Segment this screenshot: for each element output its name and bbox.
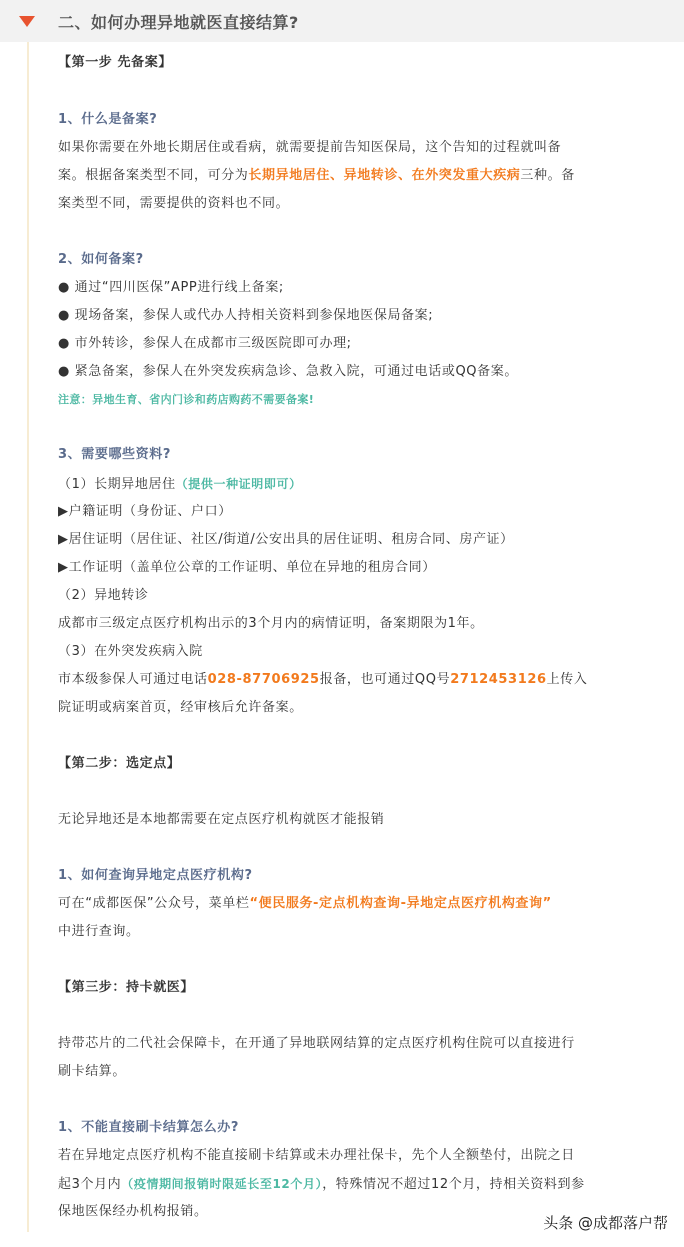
step1-heading: 【第一步 先备案】 — [58, 55, 172, 70]
paragraph-line: 起3个月内（疫情期间报销时限延长至12个月），特殊情况不超过12个月，持相关资料到参 — [58, 1177, 585, 1192]
section-header — [0, 0, 684, 42]
list-item: ● 紧急备案，参保人在外突发疾病急诊、急救入院，可通过电话或QQ备案。 — [58, 364, 518, 379]
phone-number: 028-87706925 — [207, 672, 320, 687]
highlight-text: （提供一种证明即可） — [175, 477, 302, 491]
triangle-down-icon — [19, 16, 35, 27]
list-item: ● 现场备案，参保人或代办人持相关资料到参保地医保局备案; — [58, 308, 434, 323]
paragraph-line: 院证明或病案首页，经审核后允许备案。 — [58, 700, 303, 715]
step1-q1-title: 1、什么是备案? — [58, 112, 158, 127]
step3-q1-title: 1、不能直接刷卡结算怎么办? — [58, 1120, 239, 1135]
paragraph-line: 成都市三级定点医疗机构出示的3个月内的病情证明，备案期限为1年。 — [58, 616, 484, 631]
list-item: ● 通过“四川医保”APP进行线上备案; — [58, 280, 284, 295]
note-text: 注意：异地生育、省内门诊和药店购药不需要备案! — [58, 393, 315, 406]
step2-q1-title: 1、如何查询异地定点医疗机构? — [58, 868, 253, 883]
step3-heading: 【第三步：持卡就医】 — [58, 980, 195, 995]
proof-item: ▶工作证明（盖单位公章的工作证明、单位在异地的租房合同） — [58, 560, 436, 575]
proof-item: ▶户籍证明（身份证、户口） — [58, 504, 232, 519]
paragraph-line: 无论异地还是本地都需要在定点医疗机构就医才能报销 — [58, 812, 385, 827]
highlight-text: 长期异地居住、异地转诊、在外突发重大疾病 — [248, 168, 521, 183]
paragraph-line: 案类型不同，需要提供的资料也不同。 — [58, 196, 290, 211]
material-item: （1）长期异地居住（提供一种证明即可） — [58, 477, 302, 492]
list-item: ● 市外转诊，参保人在成都市三级医院即可办理; — [58, 336, 352, 351]
watermark: 头条 @成都落户帮 — [543, 1214, 668, 1232]
highlight-text: “便民服务-定点机构查询-异地定点医疗机构查询” — [249, 896, 552, 911]
paragraph-line: 中进行查询。 — [58, 924, 140, 939]
material-item: （3）在外突发疾病入院 — [58, 644, 203, 659]
qq-number: 2712453126 — [450, 672, 547, 687]
paragraph-line: 持带芯片的二代社会保障卡，在开通了异地联网结算的定点医疗机构住院可以直接进行 — [58, 1036, 575, 1051]
paragraph-line: 刷卡结算。 — [58, 1064, 127, 1079]
step1-q2-title: 2、如何备案? — [58, 252, 144, 267]
paragraph-line: 可在“成都医保”公众号，菜单栏“便民服务-定点机构查询-异地定点医疗机构查询” — [58, 896, 552, 911]
paragraph-line: 保地医保经办机构报销。 — [58, 1204, 208, 1219]
section-title: 二、如何办理异地就医直接结算? — [58, 13, 299, 32]
paragraph-line: 市本级参保人可通过电话028-87706925报备，也可通过QQ号2712453126上传入 — [58, 672, 588, 687]
decorative-vertical-line — [27, 42, 29, 1232]
highlight-text: （疫情期间报销时限延长至12个月） — [121, 1177, 323, 1191]
step1-q3-title: 3、需要哪些资料? — [58, 447, 171, 462]
step2-heading: 【第二步：选定点】 — [58, 756, 181, 771]
paragraph-line: 若在异地定点医疗机构不能直接刷卡结算或未办理社保卡，先个人全额垫付，出院之日 — [58, 1148, 575, 1163]
material-item: （2）异地转诊 — [58, 588, 149, 603]
proof-item: ▶居住证明（居住证、社区/街道/公安出具的居住证明、租房合同、房产证） — [58, 532, 514, 547]
paragraph-line: 如果你需要在外地长期居住或看病，就需要提前告知医保局，这个告知的过程就叫备 — [58, 140, 562, 155]
paragraph-line: 案。根据备案类型不同，可分为长期异地居住、异地转诊、在外突发重大疾病三种。备 — [58, 168, 575, 183]
